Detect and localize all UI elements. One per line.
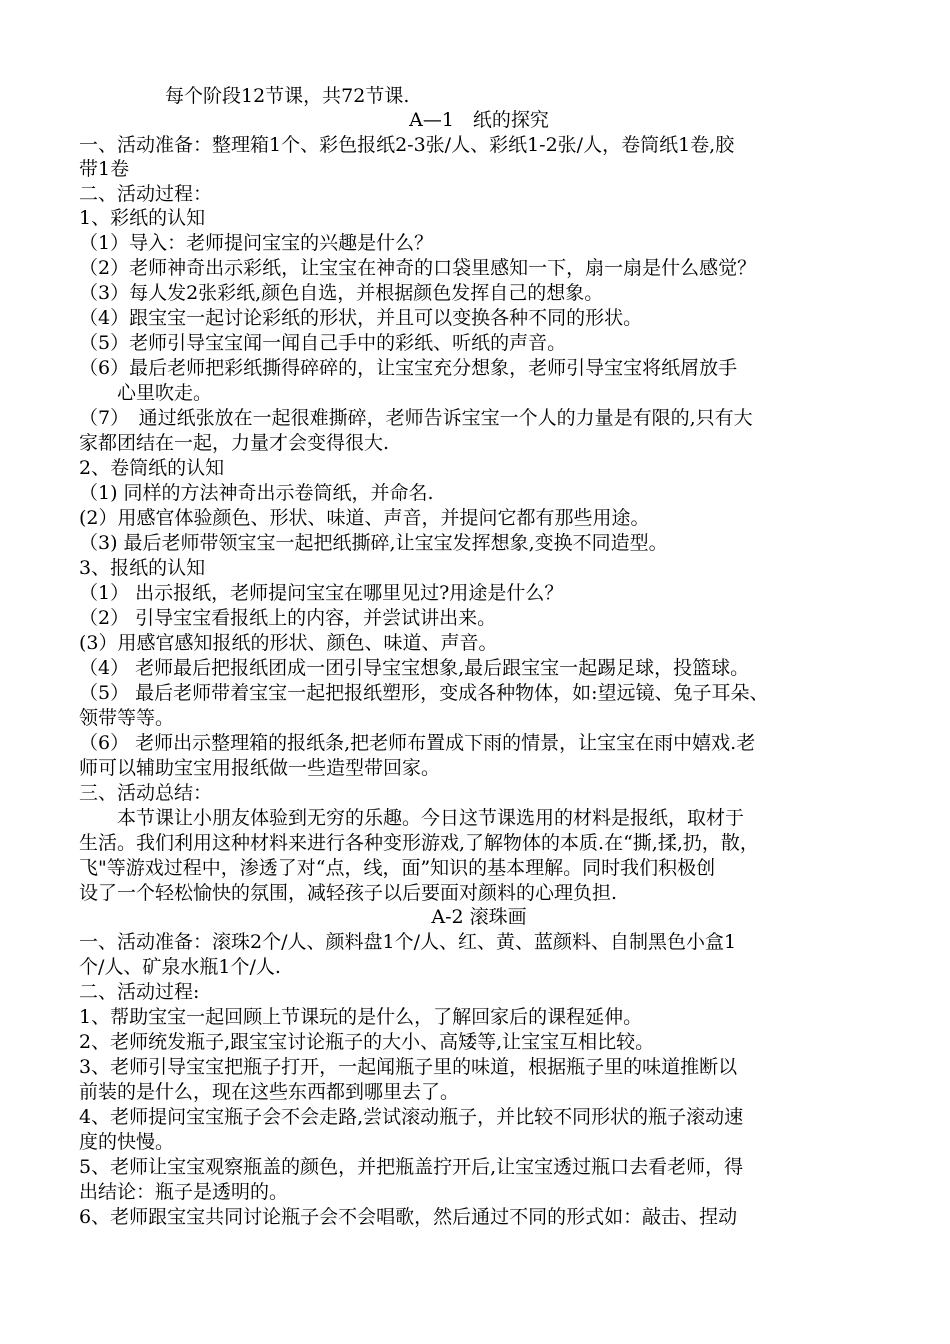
- a1-sec1-item: 心里吹走。: [79, 382, 213, 404]
- a1-summary-line: 本节课让小朋友体验到无穷的乐趣。今日这节课选用的材料是报纸，取材于: [79, 807, 745, 829]
- a2-step-line: 4、老师提问宝宝瓶子会不会走路,尝试滚动瓶子，并比较不同形状的瓶子滚动速: [79, 1106, 744, 1128]
- a1-prep-line: 带1卷: [79, 158, 130, 180]
- a2-prep-line: 个/人、矿泉水瓶1个/人.: [79, 956, 281, 978]
- a1-summary-line: 飞"等游戏过程中，渗透了对“点，线，面”知识的基本理解。同时我们积极创: [79, 857, 716, 879]
- a1-sec1-item: （6）最后老师把彩纸撕得碎碎的，让宝宝充分想象，老师引导宝宝将纸屑放手: [79, 357, 738, 379]
- a1-sec2-item: （3) 最后老师带领宝宝一起把纸撕碎,让宝宝发挥想象,变换不同造型。: [79, 532, 668, 554]
- a1-summary-heading: 三、活动总结：: [79, 782, 213, 804]
- a1-sec1-item: （7） 通过纸张放在一起很难撕碎，老师告诉宝宝一个人的力量是有限的,只有大: [79, 407, 753, 429]
- a1-sec1-item: （5）老师引导宝宝闻一闻自己手中的彩纸、听纸的声音。: [79, 332, 567, 354]
- a1-sec1-item: （1）导入：老师提问宝宝的兴趣是什么？: [79, 232, 434, 254]
- a1-sec3-item: （6） 老师出示整理箱的报纸条,把老师布置成下雨的情景，让宝宝在雨中嬉戏.老: [79, 732, 756, 754]
- a1-process-heading: 二、活动过程：: [79, 183, 213, 205]
- a2-step-line: 1、帮助宝宝一起回顾上节课玩的是什么，了解回家后的课程延伸。: [79, 1006, 643, 1028]
- a1-summary-line: 设了一个轻松愉快的氛围，减轻孩子以后要面对颜料的心理负担.: [79, 882, 618, 904]
- a1-sec2-item: （1) 同样的方法神奇出示卷筒纸，并命名.: [79, 482, 434, 504]
- a1-sec3-item: 师可以辅助宝宝用报纸做一些造型带回家。: [79, 757, 441, 779]
- a1-sec1-item: （3）每人发2张彩纸,颜色自选，并根据颜色发挥自己的想象。: [79, 282, 604, 304]
- a1-sec3-item: (3）用感官感知报纸的形状、颜色、味道、声音。: [79, 632, 498, 654]
- a1-sec1-heading: 1、彩纸的认知: [79, 207, 206, 229]
- a1-sec3-heading: 3、报纸的认知: [79, 557, 206, 579]
- a1-sec3-item: （5） 最后老师带着宝宝一起把报纸塑形，变成各种物体，如:望远镜、兔子耳朵、: [79, 682, 769, 704]
- a1-prep-line: 一、活动准备：整理箱1个、彩色报纸2-3张/人、彩纸1-2张/人，卷筒纸1卷,胶: [79, 134, 735, 156]
- a2-step-line: 6、老师跟宝宝共同讨论瓶子会不会唱歌，然后通过不同的形式如：敲击、捏动: [79, 1206, 738, 1228]
- a2-step-line: 前装的是什么，现在这些东西都到哪里去了。: [79, 1081, 460, 1103]
- a1-sec1-item: （4）跟宝宝一起讨论彩纸的形状，并且可以变换各种不同的形状。: [79, 307, 643, 329]
- a1-summary-line: 生活。我们利用这种材料来进行各种变形游戏,了解物体的本质.在“撕,揉,扔，散，: [79, 832, 759, 854]
- a2-prep-line: 一、活动准备：滚珠2个/人、颜料盘1个/人、红、黄、蓝颜料、自制黑色小盒1: [79, 931, 737, 953]
- a1-sec1-item: 家都团结在一起，力量才会变得很大.: [79, 432, 390, 454]
- a1-sec1-item: （2）老师神奇出示彩纸，让宝宝在神奇的口袋里感知一下，扇一扇是什么感觉？: [79, 257, 757, 279]
- a2-step-line: 3、老师引导宝宝把瓶子打开，一起闻瓶子里的味道，根据瓶子里的味道推断以: [79, 1056, 738, 1078]
- section-title-a2: A-2 滚珠画: [431, 906, 527, 928]
- a1-sec3-item: （4） 老师最后把报纸团成一团引导宝宝想象,最后跟宝宝一起踢足球，投篮球。: [79, 657, 750, 679]
- a1-sec3-item: （1） 出示报纸，老师提问宝宝在哪里见过?用途是什么？: [79, 582, 564, 604]
- a1-sec2-item: (2）用感官体验颜色、形状、味道、声音，并提问它都有那些用途。: [79, 507, 650, 529]
- intro-line: 每个阶段12节课，共72节课.: [165, 85, 410, 107]
- a1-sec3-item: （2） 引导宝宝看报纸上的内容，并尝试讲出来。: [79, 607, 497, 629]
- section-title-a1: A—1 纸的探究: [409, 109, 549, 131]
- a2-step-line: 度的快慢。: [79, 1131, 175, 1153]
- a2-step-line: 出结论：瓶子是透明的。: [79, 1181, 289, 1203]
- a2-step-line: 2、老师统发瓶子,跟宝宝讨论瓶子的大小、高矮等,让宝宝互相比较。: [79, 1031, 655, 1053]
- a1-sec3-item: 领带等等。: [79, 707, 175, 729]
- a2-step-line: 5、老师让宝宝观察瓶盖的颜色，并把瓶盖拧开后,让宝宝透过瓶口去看老师，得: [79, 1156, 744, 1178]
- a1-sec2-heading: 2、卷筒纸的认知: [79, 457, 225, 479]
- a2-process-heading: 二、活动过程:: [79, 981, 200, 1003]
